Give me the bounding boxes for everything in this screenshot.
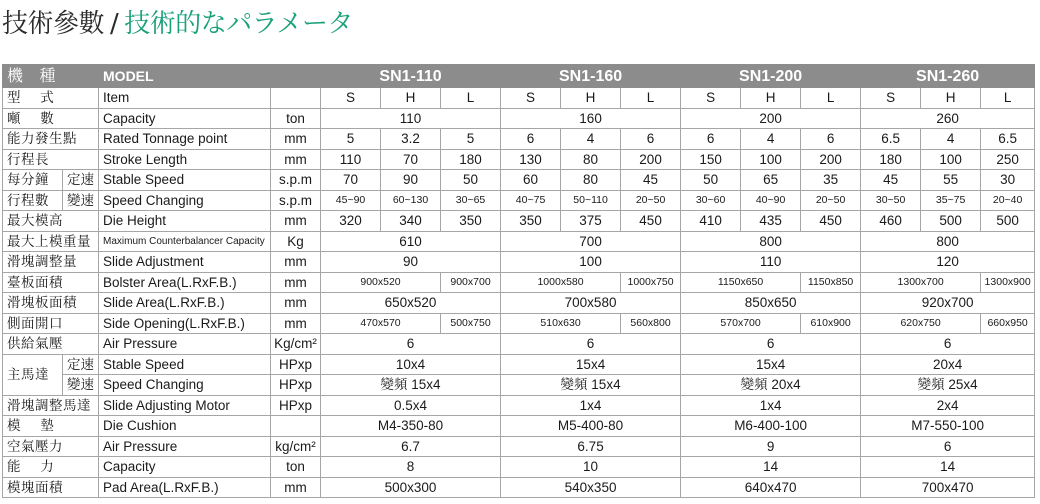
table-row — [3, 211, 1035, 232]
heading-japanese: 技術的なパラメータ — [124, 9, 354, 39]
row-label-zh: 行程長 — [3, 149, 99, 170]
value-cell: 變頻 25x4 — [861, 375, 1035, 396]
value-cell: 6 — [681, 129, 741, 150]
value-cell: 450 — [801, 211, 861, 232]
value-cell: 6 — [501, 129, 561, 150]
value-cell: 30~65 — [441, 190, 501, 211]
row-label-en: Slide Adjustment — [99, 252, 271, 273]
row-label-en: Air Pressure — [99, 334, 271, 355]
row-unit: s.p.m — [271, 190, 321, 211]
heading-chinese: 技術參數 — [2, 9, 105, 39]
value-cell: 850x650 — [681, 293, 861, 314]
value-cell: 110 — [321, 108, 501, 129]
table-row — [3, 354, 1035, 375]
value-cell: 900x520 — [321, 272, 441, 293]
value-cell: 100 — [741, 149, 801, 170]
row-label-zh: 型 式 — [3, 88, 99, 109]
value-cell: L — [981, 88, 1035, 109]
value-cell: 14 — [861, 457, 1035, 478]
row-label-zh: 滑塊調整量 — [3, 252, 99, 273]
value-cell: 340 — [381, 211, 441, 232]
value-cell: 560x800 — [621, 313, 681, 334]
row-label-en: Speed Changing — [99, 190, 271, 211]
value-cell: 200 — [801, 149, 861, 170]
row-label-zh: 行程數 — [3, 190, 63, 211]
value-cell: 6 — [681, 334, 861, 355]
value-cell: 60 — [501, 170, 561, 191]
value-cell: 40~90 — [741, 190, 801, 211]
value-cell: 50 — [681, 170, 741, 191]
row-label-en: Stable Speed — [99, 354, 271, 375]
value-cell: 700 — [501, 231, 681, 252]
row-label-en: Side Opening(L.RxF.B.) — [99, 313, 271, 334]
value-cell: 1000x580 — [501, 272, 621, 293]
model-header: SN1-160 — [501, 65, 681, 88]
row-label-zh: 供給氣壓 — [3, 334, 99, 355]
row-label-zh: 每分鐘 — [3, 170, 63, 191]
value-cell: 55 — [921, 170, 981, 191]
value-cell: 510x630 — [501, 313, 621, 334]
row-label-en: Maximum Counterbalancer Capacity — [99, 231, 271, 252]
value-cell: 800 — [861, 231, 1035, 252]
value-cell: 110 — [681, 252, 861, 273]
value-cell: 50 — [441, 170, 501, 191]
value-cell: L — [621, 88, 681, 109]
row-label-en: Die Cushion — [99, 416, 271, 437]
value-cell: H — [381, 88, 441, 109]
value-cell: 130 — [501, 149, 561, 170]
value-cell: 460 — [861, 211, 921, 232]
row-label-zh: 噸 數 — [3, 108, 99, 129]
value-cell: 9 — [681, 436, 861, 457]
value-cell: 350 — [441, 211, 501, 232]
value-cell: 6 — [861, 334, 1035, 355]
row-label-zh: 能力發生點 — [3, 129, 99, 150]
table-row — [3, 416, 1035, 437]
value-cell: 160 — [501, 108, 681, 129]
value-cell: 20x4 — [861, 354, 1035, 375]
value-cell: 4 — [561, 129, 621, 150]
table-row — [3, 252, 1035, 273]
row-label-sub: 定速 — [63, 170, 99, 191]
row-unit: mm — [271, 129, 321, 150]
value-cell: 200 — [621, 149, 681, 170]
table-row — [3, 436, 1035, 457]
value-cell: 40~75 — [501, 190, 561, 211]
value-cell: S — [501, 88, 561, 109]
value-cell: 15x4 — [681, 354, 861, 375]
value-cell: 100 — [921, 149, 981, 170]
value-cell: 350 — [501, 211, 561, 232]
value-cell: 90 — [321, 252, 501, 273]
row-label-en: Item — [99, 88, 271, 109]
value-cell: 30 — [981, 170, 1035, 191]
table-row — [3, 375, 1035, 396]
value-cell: 1000x750 — [621, 272, 681, 293]
table-row — [3, 477, 1035, 498]
row-label-en: Die Height — [99, 211, 271, 232]
value-cell: 470x570 — [321, 313, 441, 334]
value-cell: 20~50 — [801, 190, 861, 211]
table-header-row — [3, 65, 1035, 88]
value-cell: 260 — [861, 108, 1035, 129]
value-cell: 35~75 — [921, 190, 981, 211]
row-label-zh: 臺板面積 — [3, 272, 99, 293]
row-label-en: Rated Tonnage point — [99, 129, 271, 150]
value-cell: 20~40 — [981, 190, 1035, 211]
value-cell: 500 — [921, 211, 981, 232]
value-cell: 110 — [321, 149, 381, 170]
value-cell: 10x4 — [321, 354, 501, 375]
row-unit: ton — [271, 457, 321, 478]
row-label-en: Air Pressure — [99, 436, 271, 457]
table-row — [3, 395, 1035, 416]
value-cell: 4 — [921, 129, 981, 150]
value-cell: 30~60 — [681, 190, 741, 211]
value-cell: 150 — [681, 149, 741, 170]
value-cell: 500 — [981, 211, 1035, 232]
value-cell: 650x520 — [321, 293, 501, 314]
table-row — [3, 334, 1035, 355]
table-row — [3, 457, 1035, 478]
value-cell: 80 — [561, 149, 621, 170]
row-label-en: Capacity — [99, 108, 271, 129]
value-cell: H — [741, 88, 801, 109]
value-cell: 6.5 — [981, 129, 1035, 150]
row-label-sub: 定速 — [63, 354, 99, 375]
value-cell: 45~90 — [321, 190, 381, 211]
value-cell: 1x4 — [681, 395, 861, 416]
row-unit: Kg — [271, 231, 321, 252]
value-cell: 14 — [681, 457, 861, 478]
row-unit — [271, 416, 321, 437]
value-cell: S — [861, 88, 921, 109]
row-label-en: Stable Speed — [99, 170, 271, 191]
value-cell: 700x470 — [861, 477, 1035, 498]
value-cell: H — [561, 88, 621, 109]
value-cell: 1300x700 — [861, 272, 981, 293]
row-unit: mm — [271, 272, 321, 293]
table-row — [3, 190, 1035, 211]
value-cell: 1150x650 — [681, 272, 801, 293]
table-row — [3, 272, 1035, 293]
value-cell: 2x4 — [861, 395, 1035, 416]
value-cell: 900x700 — [441, 272, 501, 293]
row-label-en: Capacity — [99, 457, 271, 478]
value-cell: 1x4 — [501, 395, 681, 416]
row-label-en: Speed Changing — [99, 375, 271, 396]
value-cell: 70 — [381, 149, 441, 170]
value-cell: M7-550-100 — [861, 416, 1035, 437]
table-row — [3, 108, 1035, 129]
table-row — [3, 313, 1035, 334]
value-cell: 變頻 15x4 — [321, 375, 501, 396]
value-cell: 5 — [441, 129, 501, 150]
value-cell: 180 — [441, 149, 501, 170]
value-cell: 410 — [681, 211, 741, 232]
value-cell: 700x580 — [501, 293, 681, 314]
value-cell: 15x4 — [501, 354, 681, 375]
value-cell: S — [321, 88, 381, 109]
value-cell: 10 — [501, 457, 681, 478]
spec-table — [2, 64, 1035, 498]
table-row — [3, 293, 1035, 314]
value-cell: 80 — [561, 170, 621, 191]
row-unit: Kg/cm² — [271, 334, 321, 355]
table-row — [3, 149, 1035, 170]
value-cell: 3.2 — [381, 129, 441, 150]
value-cell: 45 — [861, 170, 921, 191]
value-cell: 90 — [381, 170, 441, 191]
row-unit: HPxp — [271, 354, 321, 375]
model-header: SN1-260 — [861, 65, 1035, 88]
value-cell: M4-350-80 — [321, 416, 501, 437]
value-cell: 610x900 — [801, 313, 861, 334]
value-cell: 640x470 — [681, 477, 861, 498]
value-cell: 920x700 — [861, 293, 1035, 314]
value-cell: 60~130 — [381, 190, 441, 211]
value-cell: L — [801, 88, 861, 109]
row-unit: HPxp — [271, 375, 321, 396]
model-header: SN1-200 — [681, 65, 861, 88]
value-cell: 6 — [621, 129, 681, 150]
value-cell: 375 — [561, 211, 621, 232]
header-label-en: MODEL — [99, 65, 321, 88]
value-cell: 320 — [321, 211, 381, 232]
value-cell: 變頻 20x4 — [681, 375, 861, 396]
value-cell: 6 — [801, 129, 861, 150]
value-cell: 450 — [621, 211, 681, 232]
row-label-sub: 變速 — [63, 190, 99, 211]
value-cell: 70 — [321, 170, 381, 191]
table-row — [3, 231, 1035, 252]
value-cell: 180 — [861, 149, 921, 170]
row-unit: mm — [271, 211, 321, 232]
value-cell: 6 — [861, 436, 1035, 457]
value-cell: 6 — [501, 334, 681, 355]
value-cell: 65 — [741, 170, 801, 191]
row-label-sub: 變速 — [63, 375, 99, 396]
value-cell: H — [921, 88, 981, 109]
value-cell: 500x750 — [441, 313, 501, 334]
value-cell: 4 — [741, 129, 801, 150]
value-cell: 1150x850 — [801, 272, 861, 293]
value-cell: 0.5x4 — [321, 395, 501, 416]
value-cell: 120 — [861, 252, 1035, 273]
value-cell: 540x350 — [501, 477, 681, 498]
value-cell: 620x750 — [861, 313, 981, 334]
row-unit: HPxp — [271, 395, 321, 416]
value-cell: 1300x900 — [981, 272, 1035, 293]
row-label-zh: 模塊面積 — [3, 477, 99, 498]
row-unit: mm — [271, 252, 321, 273]
value-cell: 50~110 — [561, 190, 621, 211]
row-label-en: Stroke Length — [99, 149, 271, 170]
row-label-zh: 最大上模重量 — [3, 231, 99, 252]
value-cell: 435 — [741, 211, 801, 232]
row-unit: mm — [271, 477, 321, 498]
value-cell: 200 — [681, 108, 861, 129]
row-label-zh: 空氣壓力 — [3, 436, 99, 457]
value-cell: 5 — [321, 129, 381, 150]
header-label-zh: 機 種 — [3, 65, 99, 88]
value-cell: 800 — [681, 231, 861, 252]
row-unit: mm — [271, 149, 321, 170]
value-cell: 610 — [321, 231, 501, 252]
value-cell: M5-400-80 — [501, 416, 681, 437]
row-label-en: Slide Area(L.RxF.B.) — [99, 293, 271, 314]
value-cell: 570x700 — [681, 313, 801, 334]
table-row — [3, 129, 1035, 150]
value-cell: 100 — [501, 252, 681, 273]
value-cell: 8 — [321, 457, 501, 478]
value-cell: 45 — [621, 170, 681, 191]
row-label-zh: 最大模高 — [3, 211, 99, 232]
value-cell: 30~50 — [861, 190, 921, 211]
row-label-zh: 滑塊調整馬達 — [3, 395, 99, 416]
row-label-en: Pad Area(L.RxF.B.) — [99, 477, 271, 498]
row-unit — [271, 88, 321, 109]
row-label-zh: 主馬達 — [3, 354, 63, 395]
value-cell: S — [681, 88, 741, 109]
model-header: SN1-110 — [321, 65, 501, 88]
row-label-zh: 能 力 — [3, 457, 99, 478]
row-label-zh: 滑塊板面積 — [3, 293, 99, 314]
value-cell: 6.75 — [501, 436, 681, 457]
row-unit: ton — [271, 108, 321, 129]
value-cell: 變頻 15x4 — [501, 375, 681, 396]
value-cell: 35 — [801, 170, 861, 191]
heading-separator: / — [110, 9, 119, 39]
value-cell: M6-400-100 — [681, 416, 861, 437]
row-unit: kg/cm² — [271, 436, 321, 457]
value-cell: 250 — [981, 149, 1035, 170]
row-label-zh: 側面開口 — [3, 313, 99, 334]
table-row — [3, 88, 1035, 109]
value-cell: 6.7 — [321, 436, 501, 457]
row-label-en: Slide Adjusting Motor — [99, 395, 271, 416]
table-row — [3, 170, 1035, 191]
page-heading — [2, 4, 353, 44]
value-cell: 6.5 — [861, 129, 921, 150]
row-label-zh: 模 墊 — [3, 416, 99, 437]
value-cell: 6 — [321, 334, 501, 355]
value-cell: 20~50 — [621, 190, 681, 211]
row-unit: mm — [271, 293, 321, 314]
row-unit: mm — [271, 313, 321, 334]
value-cell: 660x950 — [981, 313, 1035, 334]
value-cell: L — [441, 88, 501, 109]
row-unit: s.p.m — [271, 170, 321, 191]
value-cell: 500x300 — [321, 477, 501, 498]
row-label-en: Bolster Area(L.RxF.B.) — [99, 272, 271, 293]
